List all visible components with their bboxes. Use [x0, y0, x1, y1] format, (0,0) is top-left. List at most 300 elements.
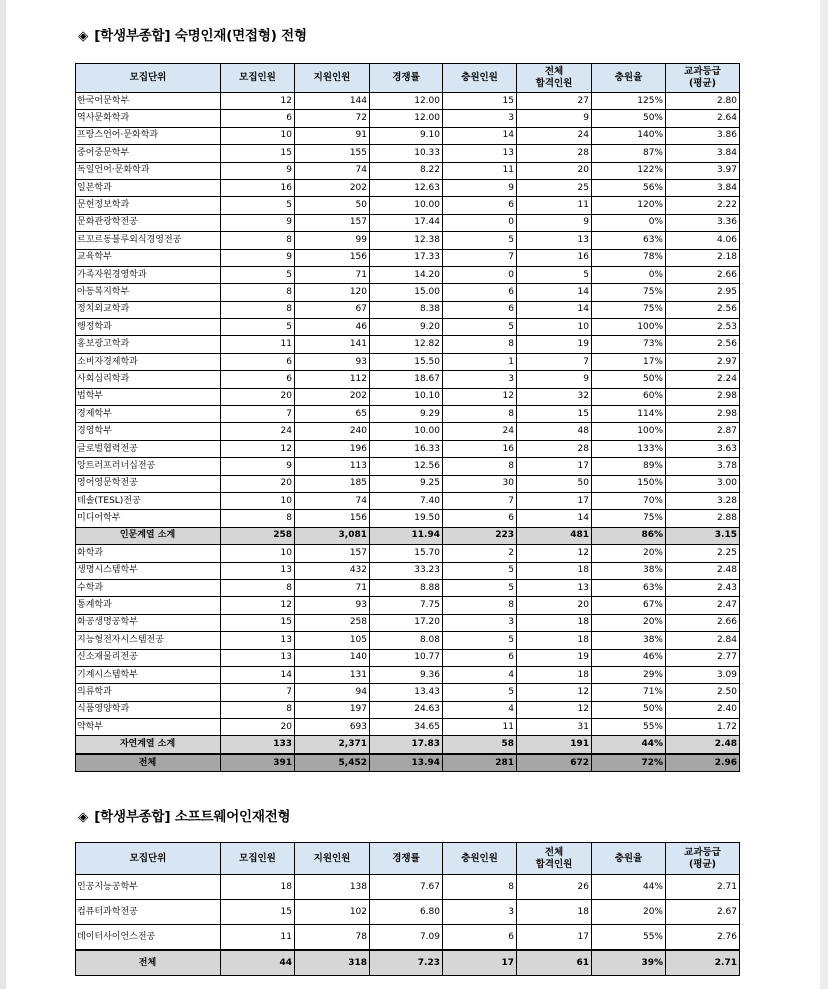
value-cell: 13 [517, 232, 592, 249]
table-row [76, 614, 740, 631]
value-cell: 55% [592, 719, 666, 736]
value-cell: 75% [592, 510, 666, 527]
interview-admission-table [75, 63, 740, 772]
table-row [76, 510, 740, 527]
value-cell: 12 [443, 388, 517, 405]
value-cell: 38% [592, 562, 666, 579]
table-row [76, 684, 740, 701]
value-cell: 10 [221, 127, 295, 144]
value-cell: 8 [443, 336, 517, 353]
value-cell: 3.28 [666, 492, 740, 509]
unit-name-cell: 화공생명공학부 [76, 614, 221, 631]
value-cell: 26 [517, 875, 592, 900]
unit-name-cell: 인문계열 소계 [76, 527, 221, 544]
table-row [76, 492, 740, 509]
value-cell: 63% [592, 579, 666, 596]
value-cell: 15.70 [370, 545, 443, 562]
unit-name-cell: 약학부 [76, 719, 221, 736]
value-cell: 6 [443, 197, 517, 214]
value-cell: 100% [592, 319, 666, 336]
value-cell: 20% [592, 900, 666, 925]
value-cell: 258 [221, 527, 295, 544]
value-cell: 2.98 [666, 388, 740, 405]
value-cell: 156 [295, 510, 370, 527]
value-cell: 38% [592, 632, 666, 649]
value-cell: 8 [221, 579, 295, 596]
table-row [76, 562, 740, 579]
table-row [76, 301, 740, 318]
subtotal-row-humanities [76, 527, 740, 544]
value-cell: 15 [443, 93, 517, 110]
table-row [76, 388, 740, 405]
value-cell: 6.80 [370, 900, 443, 925]
value-cell: 2.56 [666, 336, 740, 353]
table-row [76, 925, 740, 951]
value-cell: 67 [295, 301, 370, 318]
value-cell: 11 [221, 336, 295, 353]
value-cell: 258 [295, 614, 370, 631]
value-cell: 7.67 [370, 875, 443, 900]
value-cell: 2.71 [666, 950, 740, 976]
value-cell: 18 [221, 875, 295, 900]
table-row [76, 597, 740, 614]
value-cell: 71% [592, 684, 666, 701]
value-cell: 10 [221, 492, 295, 509]
value-cell: 12.56 [370, 458, 443, 475]
value-cell: 120% [592, 197, 666, 214]
value-cell: 13.43 [370, 684, 443, 701]
value-cell: 20% [592, 545, 666, 562]
column-header: 충원인원 [443, 843, 517, 875]
value-cell: 11.94 [370, 527, 443, 544]
value-cell: 2.80 [666, 93, 740, 110]
value-cell: 3.97 [666, 162, 740, 179]
value-cell: 191 [517, 736, 592, 754]
value-cell: 7 [443, 249, 517, 266]
value-cell: 318 [295, 950, 370, 976]
value-cell: 25 [517, 179, 592, 196]
page-edge-left [0, 0, 6, 989]
value-cell: 240 [295, 423, 370, 440]
value-cell: 10.33 [370, 145, 443, 162]
value-cell: 4 [443, 666, 517, 683]
value-cell: 28 [517, 145, 592, 162]
value-cell: 17.44 [370, 214, 443, 231]
value-cell: 56% [592, 179, 666, 196]
column-header: 교과등급 (평균) [666, 843, 740, 875]
value-cell: 11 [443, 162, 517, 179]
unit-name-cell: 수학과 [76, 579, 221, 596]
table-row [76, 475, 740, 492]
value-cell: 58 [443, 736, 517, 754]
value-cell: 63% [592, 232, 666, 249]
value-cell: 6 [443, 649, 517, 666]
value-cell: 5 [221, 266, 295, 283]
value-cell: 86% [592, 527, 666, 544]
value-cell: 12.38 [370, 232, 443, 249]
table-row [76, 875, 740, 900]
value-cell: 50% [592, 110, 666, 127]
table-row [76, 632, 740, 649]
value-cell: 19.50 [370, 510, 443, 527]
unit-name-cell: 르꼬르동블루외식경영전공 [76, 232, 221, 249]
value-cell: 157 [295, 545, 370, 562]
table-row [76, 197, 740, 214]
value-cell: 8.22 [370, 162, 443, 179]
value-cell: 197 [295, 701, 370, 718]
value-cell: 5 [443, 684, 517, 701]
value-cell: 125% [592, 93, 666, 110]
value-cell: 9.36 [370, 666, 443, 683]
value-cell: 30 [443, 475, 517, 492]
table-row [76, 719, 740, 736]
value-cell: 71 [295, 579, 370, 596]
value-cell: 73% [592, 336, 666, 353]
value-cell: 5 [443, 319, 517, 336]
value-cell: 20 [517, 597, 592, 614]
value-cell: 20 [221, 388, 295, 405]
value-cell: 8 [221, 301, 295, 318]
section-title-text: [학생부종합] 숙명인재(면접형) 전형 [94, 28, 307, 44]
value-cell: 3.78 [666, 458, 740, 475]
section-title-interview [78, 24, 307, 44]
unit-name-cell: 자연계열 소계 [76, 736, 221, 754]
column-header: 교과등급 (평균) [666, 64, 740, 93]
value-cell: 9 [221, 162, 295, 179]
value-cell: 99 [295, 232, 370, 249]
value-cell: 2.98 [666, 406, 740, 423]
column-header: 경쟁률 [370, 64, 443, 93]
unit-name-cell: 문화관광학전공 [76, 214, 221, 231]
value-cell: 4 [443, 701, 517, 718]
value-cell: 2 [443, 545, 517, 562]
value-cell: 0% [592, 214, 666, 231]
diamond-bullet-icon: ◈ [78, 809, 89, 825]
value-cell: 10 [517, 319, 592, 336]
table-body [76, 875, 740, 976]
column-header: 충원율 [592, 64, 666, 93]
value-cell: 46% [592, 649, 666, 666]
value-cell: 141 [295, 336, 370, 353]
value-cell: 5 [443, 579, 517, 596]
value-cell: 2.64 [666, 110, 740, 127]
value-cell: 140 [295, 649, 370, 666]
value-cell: 18 [517, 900, 592, 925]
value-cell: 9 [221, 458, 295, 475]
value-cell: 20 [221, 719, 295, 736]
unit-name-cell: 앙트러프러너십전공 [76, 458, 221, 475]
value-cell: 17.33 [370, 249, 443, 266]
value-cell: 16 [517, 249, 592, 266]
value-cell: 7 [221, 684, 295, 701]
unit-name-cell: 일본학과 [76, 179, 221, 196]
value-cell: 16.33 [370, 440, 443, 457]
value-cell: 18 [517, 562, 592, 579]
value-cell: 6 [443, 925, 517, 951]
value-cell: 3.84 [666, 145, 740, 162]
value-cell: 39% [592, 950, 666, 976]
unit-name-cell: 소비자경제학과 [76, 353, 221, 370]
value-cell: 12 [517, 684, 592, 701]
value-cell: 17 [517, 925, 592, 951]
value-cell: 20 [221, 475, 295, 492]
value-cell: 0 [443, 266, 517, 283]
table-row [76, 127, 740, 144]
value-cell: 44% [592, 736, 666, 754]
value-cell: 16 [443, 440, 517, 457]
value-cell: 3.36 [666, 214, 740, 231]
value-cell: 0% [592, 266, 666, 283]
table-row [76, 458, 740, 475]
value-cell: 102 [295, 900, 370, 925]
table-row [76, 162, 740, 179]
table-row [76, 319, 740, 336]
value-cell: 5 [443, 562, 517, 579]
value-cell: 2.84 [666, 632, 740, 649]
value-cell: 196 [295, 440, 370, 457]
value-cell: 70% [592, 492, 666, 509]
value-cell: 3.84 [666, 179, 740, 196]
value-cell: 2.22 [666, 197, 740, 214]
value-cell: 2.43 [666, 579, 740, 596]
value-cell: 10 [221, 545, 295, 562]
page-edge-right [820, 0, 828, 989]
value-cell: 74 [295, 492, 370, 509]
value-cell: 2.88 [666, 510, 740, 527]
total-row [76, 754, 740, 772]
value-cell: 9 [221, 214, 295, 231]
value-cell: 7 [221, 406, 295, 423]
value-cell: 133% [592, 440, 666, 457]
value-cell: 122% [592, 162, 666, 179]
value-cell: 13 [221, 562, 295, 579]
unit-name-cell: 미디어학부 [76, 510, 221, 527]
unit-name-cell: 행정학과 [76, 319, 221, 336]
value-cell: 1.72 [666, 719, 740, 736]
value-cell: 112 [295, 371, 370, 388]
unit-name-cell: 지능형전자시스템전공 [76, 632, 221, 649]
table-row [76, 900, 740, 925]
value-cell: 14 [517, 301, 592, 318]
value-cell: 6 [443, 510, 517, 527]
table-row [76, 649, 740, 666]
value-cell: 75% [592, 284, 666, 301]
value-cell: 12.82 [370, 336, 443, 353]
column-header: 지원인원 [295, 64, 370, 93]
value-cell: 15.50 [370, 353, 443, 370]
value-cell: 3.15 [666, 527, 740, 544]
value-cell: 12 [517, 545, 592, 562]
value-cell: 2.97 [666, 353, 740, 370]
unit-name-cell: 문헌정보학과 [76, 197, 221, 214]
value-cell: 3,081 [295, 527, 370, 544]
value-cell: 2.67 [666, 900, 740, 925]
value-cell: 17 [517, 492, 592, 509]
table-row [76, 249, 740, 266]
value-cell: 10.00 [370, 197, 443, 214]
value-cell: 8 [221, 284, 295, 301]
value-cell: 9.29 [370, 406, 443, 423]
value-cell: 27 [517, 93, 592, 110]
value-cell: 155 [295, 145, 370, 162]
value-cell: 15 [221, 145, 295, 162]
column-header: 전체 합격인원 [517, 843, 592, 875]
value-cell: 24 [517, 127, 592, 144]
value-cell: 3 [443, 614, 517, 631]
unit-name-cell: 사회심리학과 [76, 371, 221, 388]
unit-name-cell: 테솔(TESL)전공 [76, 492, 221, 509]
value-cell: 93 [295, 353, 370, 370]
value-cell: 13 [443, 145, 517, 162]
value-cell: 89% [592, 458, 666, 475]
value-cell: 140% [592, 127, 666, 144]
value-cell: 78% [592, 249, 666, 266]
column-header: 경쟁률 [370, 843, 443, 875]
table-row [76, 423, 740, 440]
value-cell: 17% [592, 353, 666, 370]
unit-name-cell: 역사문화학과 [76, 110, 221, 127]
value-cell: 17.20 [370, 614, 443, 631]
unit-name-cell: 홍보광고학과 [76, 336, 221, 353]
table-header-row [76, 64, 740, 93]
value-cell: 14 [443, 127, 517, 144]
value-cell: 481 [517, 527, 592, 544]
value-cell: 2.66 [666, 266, 740, 283]
value-cell: 185 [295, 475, 370, 492]
unit-name-cell: 데이터사이언스전공 [76, 925, 221, 951]
column-header: 충원율 [592, 843, 666, 875]
table-row [76, 353, 740, 370]
value-cell: 150% [592, 475, 666, 492]
value-cell: 7.40 [370, 492, 443, 509]
value-cell: 33.23 [370, 562, 443, 579]
value-cell: 2.48 [666, 562, 740, 579]
value-cell: 17 [517, 458, 592, 475]
value-cell: 65 [295, 406, 370, 423]
value-cell: 11 [221, 925, 295, 951]
value-cell: 34.65 [370, 719, 443, 736]
value-cell: 13.94 [370, 754, 443, 772]
value-cell: 4.06 [666, 232, 740, 249]
value-cell: 3.63 [666, 440, 740, 457]
value-cell: 50% [592, 371, 666, 388]
value-cell: 13 [221, 632, 295, 649]
value-cell: 8.08 [370, 632, 443, 649]
table-row [76, 666, 740, 683]
value-cell: 7.23 [370, 950, 443, 976]
value-cell: 72% [592, 754, 666, 772]
value-cell: 9 [517, 214, 592, 231]
value-cell: 14 [517, 284, 592, 301]
value-cell: 5 [443, 232, 517, 249]
column-header: 지원인원 [295, 843, 370, 875]
table-row [76, 110, 740, 127]
value-cell: 94 [295, 684, 370, 701]
value-cell: 12.00 [370, 93, 443, 110]
unit-name-cell: 중어중문학부 [76, 145, 221, 162]
value-cell: 19 [517, 649, 592, 666]
table-row [76, 179, 740, 196]
value-cell: 12 [221, 93, 295, 110]
value-cell: 8 [443, 597, 517, 614]
table-row [76, 214, 740, 231]
value-cell: 156 [295, 249, 370, 266]
table-row [76, 232, 740, 249]
value-cell: 157 [295, 214, 370, 231]
unit-name-cell: 인공지능공학부 [76, 875, 221, 900]
value-cell: 2.50 [666, 684, 740, 701]
unit-name-cell: 가족자원경영학과 [76, 266, 221, 283]
value-cell: 44% [592, 875, 666, 900]
value-cell: 5 [517, 266, 592, 283]
value-cell: 2.48 [666, 736, 740, 754]
value-cell: 72 [295, 110, 370, 127]
unit-name-cell: 정치외교학과 [76, 301, 221, 318]
value-cell: 9.10 [370, 127, 443, 144]
table-row [76, 336, 740, 353]
value-cell: 8 [443, 875, 517, 900]
unit-name-cell: 법학부 [76, 388, 221, 405]
value-cell: 2,371 [295, 736, 370, 754]
total-row [76, 950, 740, 976]
value-cell: 71 [295, 266, 370, 283]
table-row [76, 579, 740, 596]
value-cell: 2.25 [666, 545, 740, 562]
value-cell: 391 [221, 754, 295, 772]
value-cell: 9 [221, 249, 295, 266]
value-cell: 8 [443, 406, 517, 423]
value-cell: 50 [517, 475, 592, 492]
unit-name-cell: 기계시스템학부 [76, 666, 221, 683]
value-cell: 2.71 [666, 875, 740, 900]
value-cell: 16 [221, 179, 295, 196]
value-cell: 91 [295, 127, 370, 144]
value-cell: 113 [295, 458, 370, 475]
value-cell: 223 [443, 527, 517, 544]
value-cell: 18 [517, 666, 592, 683]
table-row [76, 701, 740, 718]
value-cell: 20 [517, 162, 592, 179]
column-header: 전체 합격인원 [517, 64, 592, 93]
table-header-row [76, 843, 740, 875]
value-cell: 2.53 [666, 319, 740, 336]
value-cell: 15 [221, 900, 295, 925]
value-cell: 9.20 [370, 319, 443, 336]
column-header: 모집단위 [76, 64, 221, 93]
value-cell: 6 [221, 110, 295, 127]
value-cell: 48 [517, 423, 592, 440]
value-cell: 281 [443, 754, 517, 772]
value-cell: 8 [221, 510, 295, 527]
value-cell: 7.09 [370, 925, 443, 951]
value-cell: 75% [592, 301, 666, 318]
value-cell: 46 [295, 319, 370, 336]
value-cell: 8.38 [370, 301, 443, 318]
value-cell: 7 [517, 353, 592, 370]
value-cell: 78 [295, 925, 370, 951]
value-cell: 6 [443, 284, 517, 301]
value-cell: 5 [221, 319, 295, 336]
value-cell: 8 [221, 701, 295, 718]
unit-name-cell: 독일언어·문화학과 [76, 162, 221, 179]
unit-name-cell: 경영학부 [76, 423, 221, 440]
value-cell: 50% [592, 701, 666, 718]
value-cell: 3 [443, 110, 517, 127]
value-cell: 3.09 [666, 666, 740, 683]
value-cell: 20% [592, 614, 666, 631]
table-row [76, 284, 740, 301]
unit-name-cell: 한국어문학부 [76, 93, 221, 110]
